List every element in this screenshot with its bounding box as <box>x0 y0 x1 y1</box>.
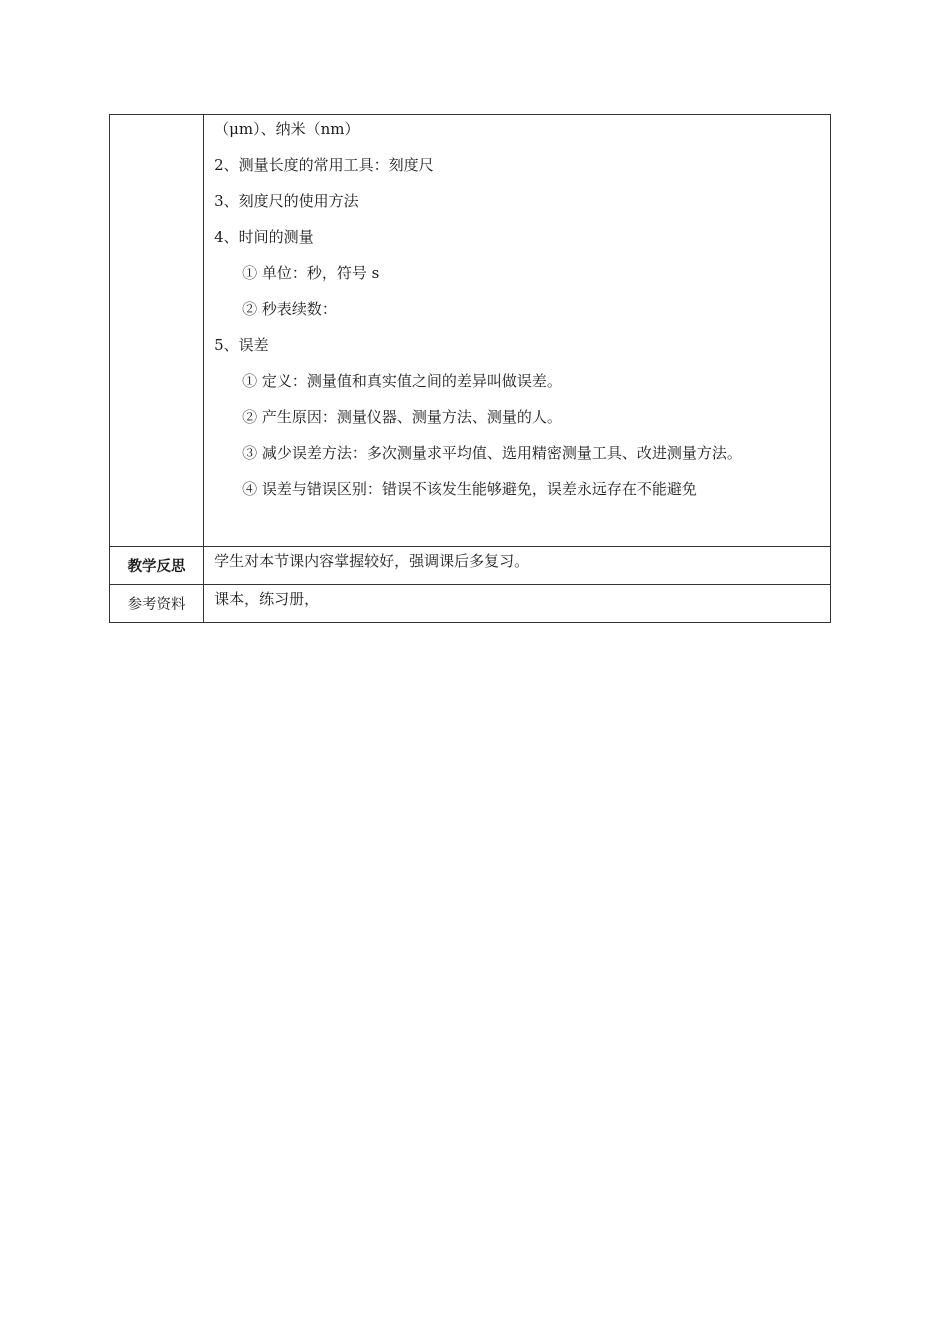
content-cell <box>204 115 831 547</box>
content-line: ② 产生原因：测量仪器、测量方法、测量的人。 <box>242 408 562 426</box>
content-line: 5、误差 <box>214 336 269 354</box>
content-line: 2、测量长度的常用工具：刻度尺 <box>214 156 434 174</box>
references-text: 课本，练习册， <box>204 585 831 623</box>
content-line: ④ 误差与错误区别：错误不该发生能够避免，误差永远存在不能避免 <box>242 480 697 498</box>
content-line: ① 单位：秒，符号 s <box>242 264 380 282</box>
references-row <box>110 585 831 623</box>
content-line: ① 定义：测量值和真实值之间的差异叫做误差。 <box>242 372 562 390</box>
content-line: 3、刻度尺的使用方法 <box>214 192 359 210</box>
content-line: 4、时间的测量 <box>214 228 314 246</box>
reflection-label: 教学反思 <box>110 547 204 585</box>
content-line: ② 秒表续数： <box>242 300 337 318</box>
reflection-text: 学生对本节课内容掌握较好，强调课后多复习。 <box>204 547 831 585</box>
content-line: ③ 减少误差方法：多次测量求平均值、选用精密测量工具、改进测量方法。 <box>242 444 742 462</box>
lesson-plan-table <box>109 114 831 623</box>
content-row <box>110 115 831 547</box>
references-label: 参考资料 <box>110 585 204 623</box>
empty-label-cell <box>110 115 204 547</box>
reflection-row <box>110 547 831 585</box>
content-line: （μm）、纳米（nm） <box>214 120 360 138</box>
